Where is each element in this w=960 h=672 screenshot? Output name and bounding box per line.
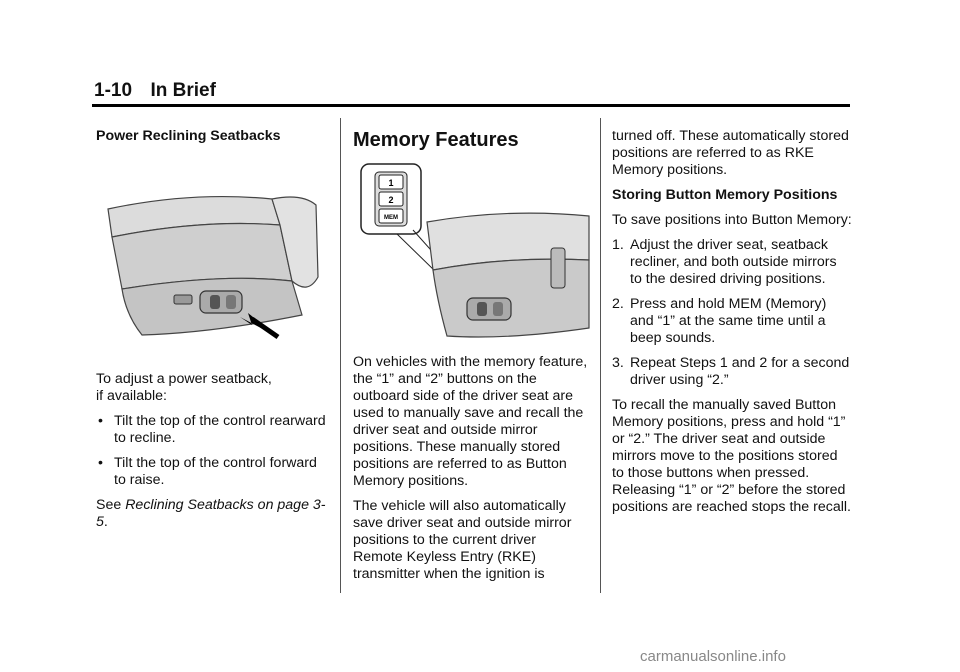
column-divider-1 <box>340 118 341 593</box>
switch-label-mem: MEM <box>384 215 398 221</box>
paragraph-rke-continuation: turned off. These automatically stored positions are referred to as RKE Memory positions. <box>612 128 849 178</box>
page-number: 1-10 <box>94 80 133 101</box>
section-title: In Brief <box>150 80 216 101</box>
watermark: carmanualsonline.info <box>640 648 786 665</box>
cross-reference-link[interactable]: Reclining Seatbacks on page 3-5 <box>96 497 326 530</box>
storing-lead: To save positions into Button Memory: <box>612 212 852 228</box>
heading-memory-features: Memory Features <box>353 129 519 151</box>
header-rule <box>92 104 850 107</box>
paragraph-memory-buttons: On vehicles with the memory feature, the “1” and “2” buttons on the outboard side of the driver seat are used to manually save and recall the driver seat and outside mirror positions. These manually stored positions are referred to as Button Memory positions. <box>353 354 588 489</box>
seat-recline-illustration <box>102 185 322 357</box>
column-1 <box>96 128 328 539</box>
bullet-recline: • Tilt the top of the control rearward to recline. <box>98 413 326 446</box>
step-3: 3. Repeat Steps 1 and 2 for a second driver using “2.” <box>612 355 850 388</box>
step-2: 2. Press and hold MEM (Memory) and “1” at the same time until a beep sounds. <box>612 296 827 346</box>
column-divider-2 <box>600 118 601 593</box>
memory-seat-illustration <box>357 160 593 346</box>
subheading-storing-positions: Storing Button Memory Positions <box>612 187 838 203</box>
paragraph-recall: To recall the manually saved Button Memory positions, press and hold “1” or “2.” The driver seat and outside mirrors move to the positions stored to those buttons when pressed. Releasing “1” or “2” before the stored positions are reached stops the recall. <box>612 397 851 515</box>
bullet-icon: • <box>98 455 103 471</box>
page-header <box>94 80 850 106</box>
step-1: 1. Adjust the driver seat, seatback recliner, and both outside mirrors to the desired driving positions. <box>612 237 837 287</box>
column-2 <box>353 128 589 591</box>
switch-label-1: 1 <box>388 178 394 188</box>
column-3 <box>612 128 852 524</box>
bullet-icon: • <box>98 413 103 429</box>
bullet-raise: • Tilt the top of the control forward to raise. <box>98 455 317 488</box>
subheading-reclining: Power Reclining Seatbacks <box>96 128 281 144</box>
switch-label-2: 2 <box>388 195 394 205</box>
intro-text: To adjust a power seatback, if available: <box>96 371 272 404</box>
paragraph-rke-auto-save: The vehicle will also automatically save driver seat and outside mirror positions to the current driver Remote Keyless Entry (RKE) transmitter when the ignition is <box>353 498 572 582</box>
see-reference: See Reclining Seatbacks on page 3-5. <box>96 497 326 530</box>
